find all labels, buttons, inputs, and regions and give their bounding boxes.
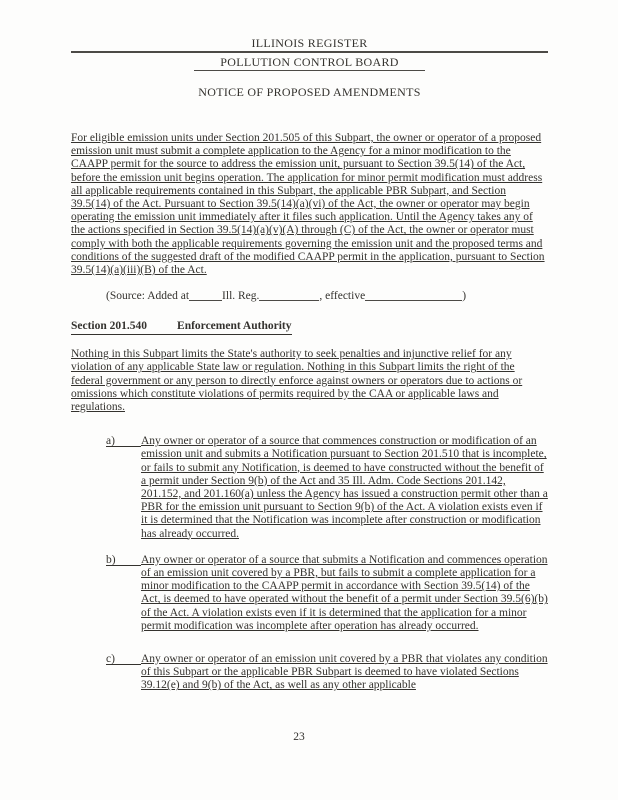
board-title: POLLUTION CONTROL BOARD <box>194 55 424 71</box>
list-item-a <box>106 435 548 541</box>
list-item-b-label: b) <box>106 554 141 567</box>
section-number: Section 201.540 <box>71 320 148 333</box>
list-item-c-label: c) <box>106 653 141 666</box>
section-title: Enforcement Authority <box>177 320 292 333</box>
blank-field-effective-date <box>365 291 462 301</box>
source-line <box>106 290 548 303</box>
source-prefix: (Source: Added at <box>106 290 190 303</box>
source-suffix: ) <box>462 290 467 303</box>
list-item-c <box>106 653 548 693</box>
source-effective-label: , effective <box>319 290 366 303</box>
list-item-b-text: Any owner or operator of a source that submits a Notification and commences operation of an emission unit covered by a PBR, but fails to submit a complete application for a minor modification to the CAAPP permit in accordance with Section 39.5(14) of the Act, is deemed to have operated without the benefit of a permit under Section 39.5(6)(b) of the Act. A violation exists even if it is determined that the application for a minor permit modification was incomplete after operation has already occurred. <box>141 553 548 632</box>
blank-field-register-number <box>189 291 222 301</box>
list-item-c-text: Any owner or operator of an emission unit covered by a PBR that violates any condition of this Subpart or the applicable PBR Subpart is deemed to have violated Sections 39.12(e) and 9(b) of the Act, as well as any other applicable <box>141 653 548 692</box>
list-item-b <box>106 554 548 633</box>
paragraph-eligible-emission-units: For eligible emission units under Section 201.505 of this Subpart, the owner or operator of a proposed emission unit must submit a complete application to the Agency for a minor modification to the CAAPP permit for the source to address the emission unit, pursuant to Section 39.5(14) of the Act, before the emission unit begins operation. The application for minor permit modification must address all applicable requirements contained in this Subpart, the applicable PBR Subpart, and Section 39.5(14) of the Act. Pursuant to Section 39.5(14)(a)(vi) of the Act, the owner or operator may begin operating the emission unit immediately after it files such application. Until the Agency takes any of the actions specified in Section 39.5(14)(a)(v)(A) through (C) of the Act, the owner or operator must comply with both the applicable requirements governing the emission unit and the proposed terms and conditions of the suggested draft of the modified CAAPP permit in the application, pursuant to Section 39.5(14)(a)(iii)(B) of the Act. <box>71 132 545 277</box>
paragraph-enforcement-intro: Nothing in this Subpart limits the State's authority to seek penalties and injunctive relief for any violation of any applicable State law or regulation. Nothing in this Subpart limits the right of the federal government or any person to directly enforce against owners or operators due to actions or omissions which constitute violations of permits required by the CAA or applicable laws and regulations. <box>71 348 523 413</box>
list-item-a-text: Any owner or operator of a source that commences construction or modification of an emission unit and submits a Notification pursuant to Section 201.510 that is incomplete, or fails to submit any Notification, is deemed to have constructed without the benefit of a permit under Section 9(b) of the Act and 35 Ill. Adm. Code Sections 201.142, 201.152, and 201.160(a) unless the Agency has issued a construction permit other than a PBR for the emission unit pursuant to Section 9(b) of the Act. A violation exists even if it is determined that the Notification was incomplete after construction or modification has already occurred. <box>141 435 548 540</box>
section-heading-201-540 <box>71 320 292 335</box>
page-number: 23 <box>293 731 305 743</box>
board-title-row <box>71 55 548 71</box>
blank-field-register-page <box>259 291 319 301</box>
enforcement-list <box>71 435 548 692</box>
source-middle: Ill. Reg. <box>222 290 260 303</box>
list-item-a-label: a) <box>106 435 141 448</box>
header-rule-divider <box>71 51 548 53</box>
notice-title: NOTICE OF PROPOSED AMENDMENTS <box>198 85 421 99</box>
register-title: ILLINOIS REGISTER <box>251 36 368 50</box>
